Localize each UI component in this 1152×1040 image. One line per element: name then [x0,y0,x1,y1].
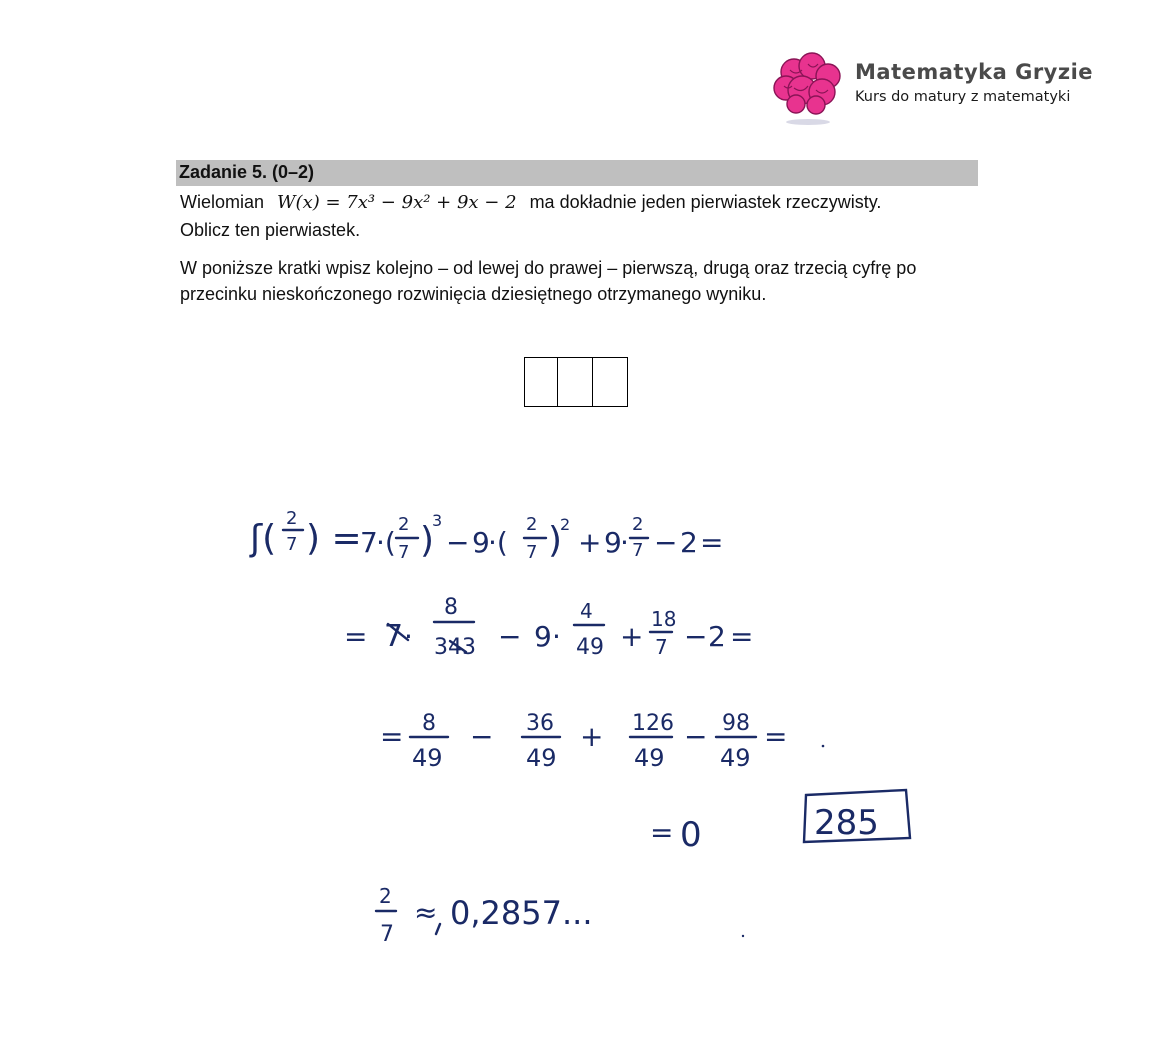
hw-coefficient: 2 [680,526,698,559]
hw-function-name: ʃ( [250,518,277,559]
hw-text: = [730,620,754,653]
hw-frac-num: 18 [651,607,677,631]
hw-text: ) = [306,518,362,559]
hw-text: · [404,620,413,653]
hw-text: ·( [376,526,396,559]
hw-dot [742,935,744,937]
hw-frac-den: 7 [655,635,668,659]
hw-text: − [498,620,522,653]
hw-text: = [344,620,368,653]
hw-frac-num: 126 [632,711,674,736]
hw-frac-num: 36 [526,711,554,736]
task-question: Oblicz ten pierwiastek. [180,220,361,240]
task-instruction-line-1: W poniższe kratki wpisz kolejno – od lewej do prawej – pierwszą, drugą oraz trzecią cyfrę po [180,258,917,278]
hw-text: + [578,526,602,559]
task-prefix: Wielomian [180,192,265,212]
hw-frac-den: 49 [576,635,604,660]
hw-text: − [684,720,708,753]
hw-coefficient: 9 [604,526,622,559]
hw-coefficient: 9 [534,620,552,653]
hw-frac-den: 7 [632,540,644,561]
hw-frac-den: 7 [526,542,538,563]
hw-text: + [580,720,604,753]
brand-name: Matematyka Gryzie [855,60,1094,84]
hw-coefficient: 7 [360,526,378,559]
task-title: Zadanie 5. (0–2) [179,162,315,182]
hw-frac-den: 7 [380,922,394,947]
hw-frac-num: 2 [286,508,298,529]
hw-coefficient: 9 [472,526,490,559]
hw-text: ) [420,520,435,561]
hw-text: ·( [488,526,508,559]
hw-text: + [620,620,644,653]
hw-text: = [700,526,724,559]
hw-approx-value: 0,2857... [450,894,593,932]
hw-frac-den: 49 [526,744,557,772]
hw-frac-num: 8 [422,711,436,736]
hw-frac-num: 2 [398,514,410,535]
hw-text: − [654,526,678,559]
hw-frac-den: 7 [398,542,410,563]
hw-frac-num: 2 [632,514,644,535]
hw-text: = [380,720,404,753]
hw-frac-num: 2 [526,514,538,535]
brand-tagline: Kurs do matury z matematyki [855,89,1071,105]
hw-text: − [470,720,494,753]
hw-frac-den: 343 [434,635,476,660]
hw-frac-num: 4 [580,599,593,623]
hw-coefficient: 7 [384,619,404,654]
hw-dot [822,745,825,748]
hw-frac-num: 8 [444,595,458,620]
task-instruction-line-2: przecinku nieskończonego rozwinięcia dziesiętnego otrzymanego wyniku. [180,284,767,304]
hw-coefficient: 2 [708,620,726,653]
task-suffix: ma dokładnie jeden pierwiastek rzeczywisty. [529,192,882,212]
hw-frac-num: 98 [722,711,750,736]
hw-frac-den: 7 [286,534,298,555]
hw-frac-den: 49 [720,744,751,772]
hw-exponent: 3 [432,511,443,530]
hw-text: = [650,816,674,849]
hw-text: ) [548,520,563,561]
polynomial-formula: W(x) = 7x³ − 9x² + 9x − 2 [277,192,517,213]
hw-exponent: 2 [560,515,571,534]
hw-text: · [620,526,629,559]
hw-text: ≈ [414,896,438,929]
hw-text: − [684,620,708,653]
hw-boxed-answer: 285 [814,803,879,843]
hw-result: 0 [680,815,702,855]
hw-text: · [552,620,561,653]
hw-frac-den: 49 [412,744,443,772]
hw-text: − [446,526,470,559]
hw-frac-num: 2 [379,884,392,908]
hw-frac-den: 49 [634,744,665,772]
hw-text: = [764,720,788,753]
